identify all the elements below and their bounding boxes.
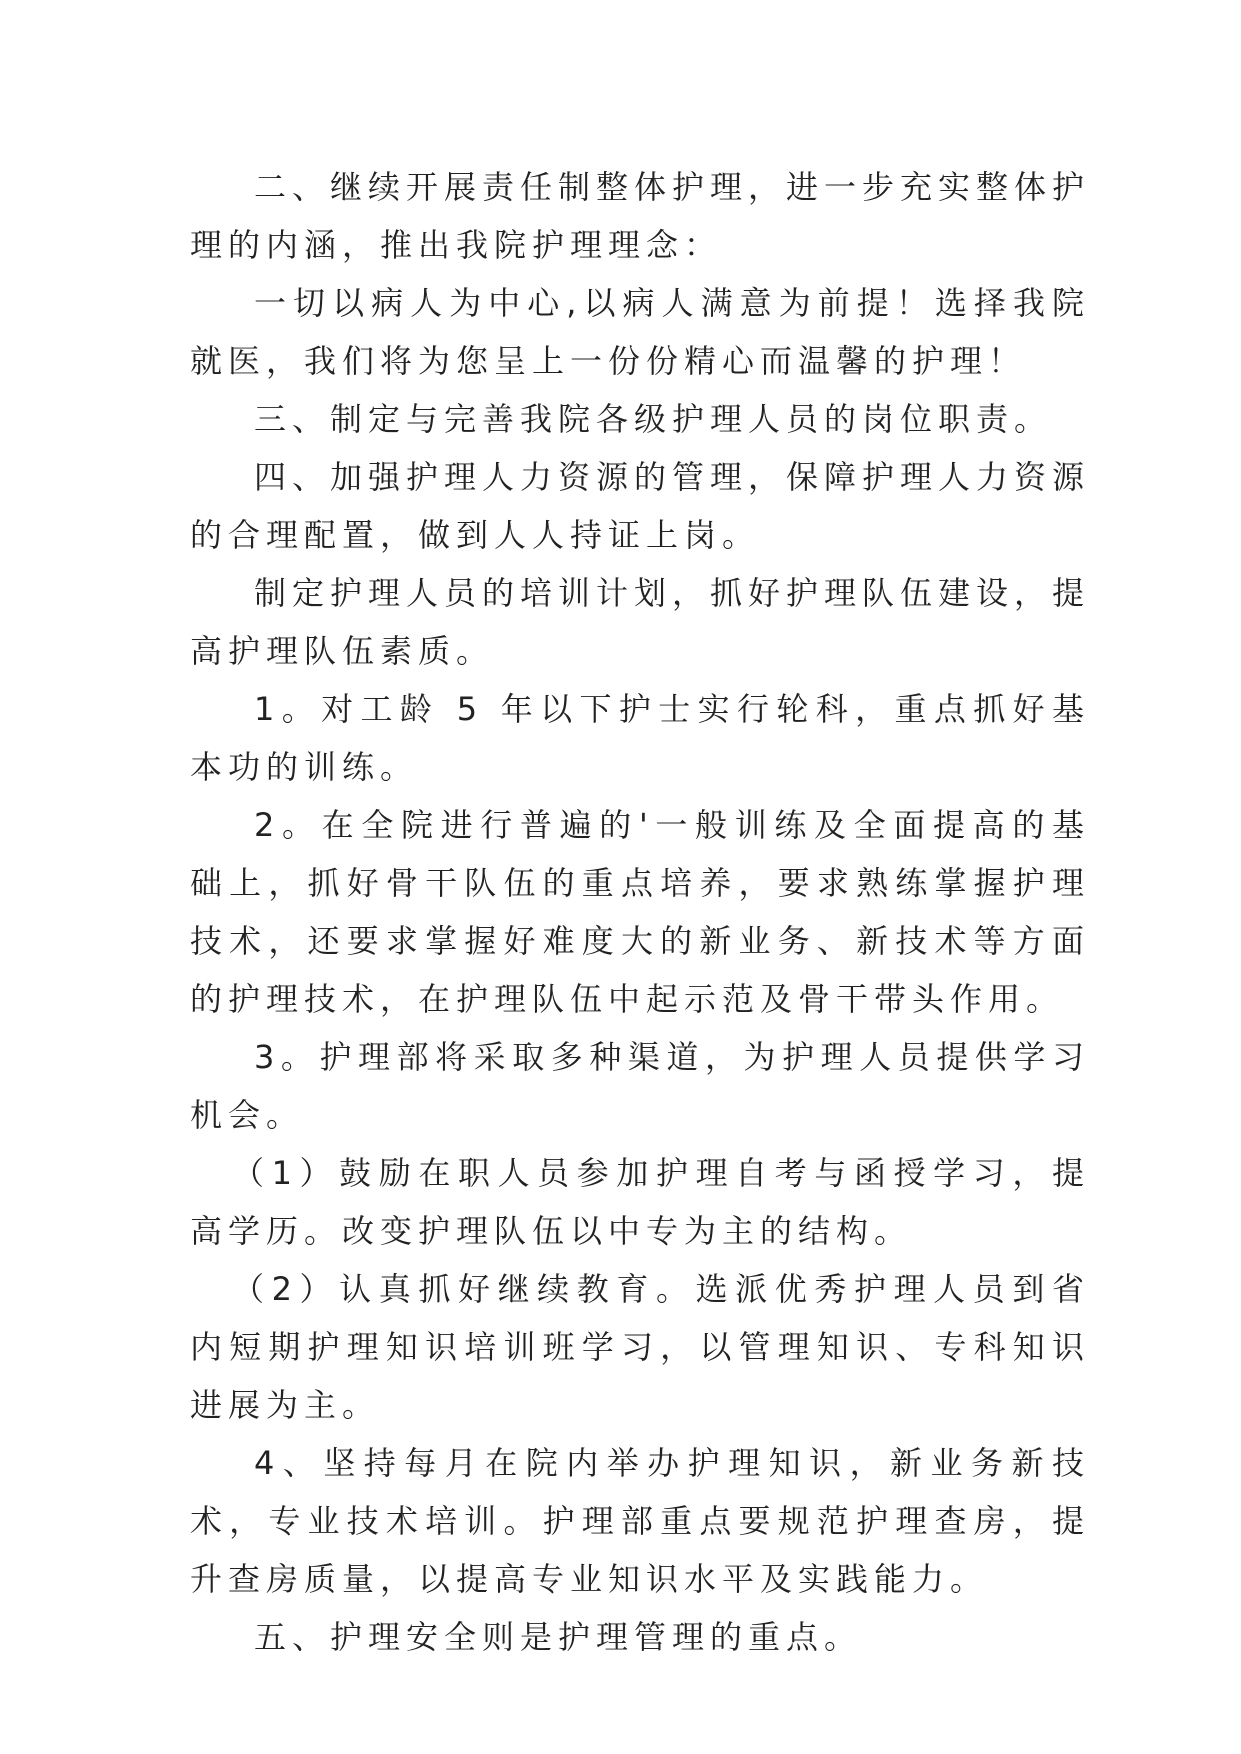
- document-body: [190, 158, 1090, 1666]
- paragraph: 二、继续开展责任制整体护理，进一步充实整体护理的内涵，推出我院护理理念：: [190, 168, 1091, 264]
- paragraph: 3。护理部将采取多种渠道，为护理人员提供学习机会。: [190, 1038, 1090, 1134]
- paragraph: （1）鼓励在职人员参加护理自考与函授学习，提高学历。改变护理队伍以中专为主的结构。: [190, 1154, 1090, 1250]
- paragraph: 1。对工龄 5 年以下护士实行轮科，重点抓好基本功的训练。: [190, 690, 1090, 786]
- paragraph: 4、坚持每月在院内举办护理知识，新业务新技术，专业技术培训。护理部重点要规范护理查房，提升查房质量，以提高专业知识水平及实践能力。: [190, 1444, 1090, 1598]
- paragraph: 一切以病人为中心,以病人满意为前提！选择我院就医，我们将为您呈上一份份精心而温馨的护理！: [190, 284, 1090, 380]
- paragraph: 五、护理安全则是护理管理的重点。: [254, 1618, 863, 1656]
- paragraph: 四、加强护理人力资源的管理，保障护理人力资源的合理配置，做到人人持证上岗。: [190, 458, 1091, 554]
- paragraph: 三、制定与完善我院各级护理人员的岗位职责。: [254, 400, 1053, 438]
- paragraph: 制定护理人员的培训计划，抓好护理队伍建设，提高护理队伍素质。: [190, 574, 1091, 670]
- paragraph: 2。在全院进行普遍的'一般训练及全面提高的基础上，抓好骨干队伍的重点培养，要求熟练掌握护理技术，还要求掌握好难度大的新业务、新技术等方面的护理技术，在护理队伍中起示范及骨干带头作用。: [190, 806, 1090, 1018]
- paragraph: （2）认真抓好继续教育。选派优秀护理人员到省内短期护理知识培训班学习，以管理知识、专科知识进展为主。: [190, 1270, 1090, 1424]
